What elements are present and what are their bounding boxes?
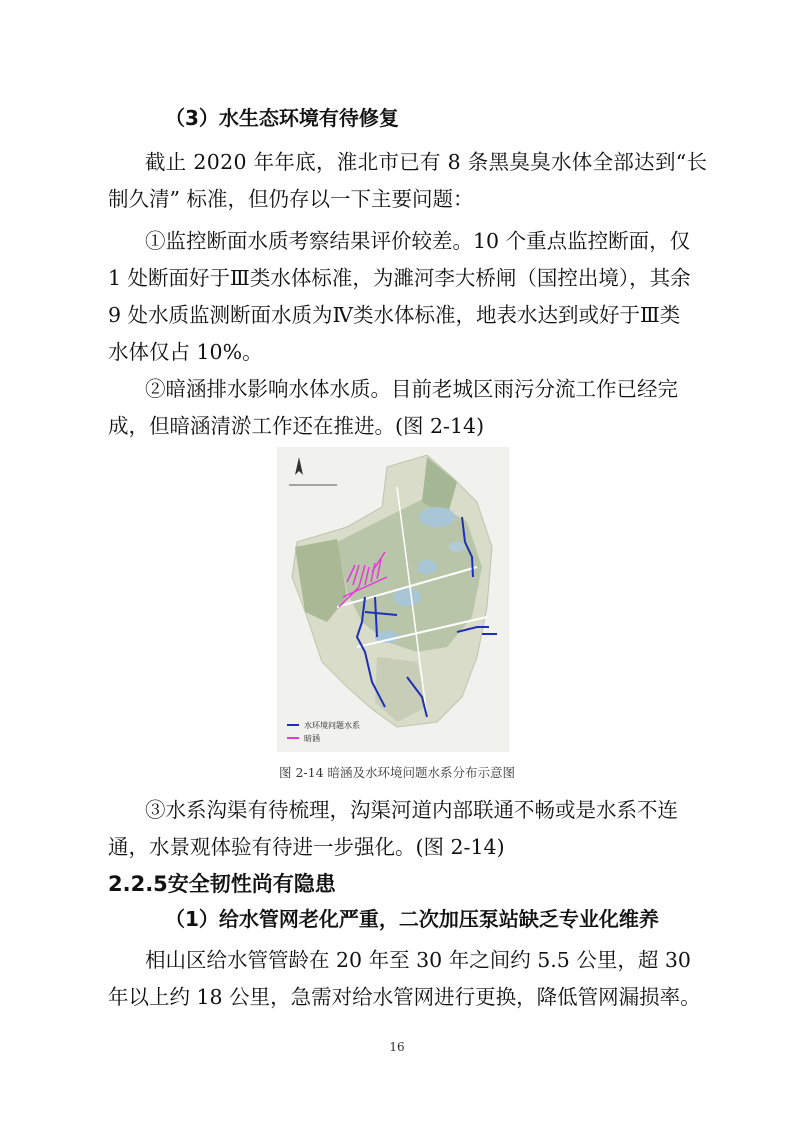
water-system-map-figure [277, 447, 509, 752]
paragraph-line: ①监控断面水质考察结果评价较差。10 个重点监控断面，仅 [145, 229, 691, 253]
lake [419, 507, 455, 527]
paragraph-line: ③水系沟渠有待梳理，沟渠河道内部联通不畅或是水系不连 [145, 798, 678, 822]
paragraph-line: 9 处水质监测断面水质为Ⅳ类水体标准，地表水达到或好于Ⅲ类 [108, 303, 681, 327]
subsection-heading-water-pipes: （1）给水管网老化严重，二次加压泵站缺乏专业化维养 [165, 907, 659, 931]
page-number: 16 [389, 1040, 405, 1054]
section-heading-safety: 2.2.5安全韧性尚有隐患 [108, 872, 336, 896]
paragraph-line: 截止 2020 年年底，淮北市已有 8 条黑臭臭水体全部达到“长 [145, 150, 708, 174]
lake [417, 560, 437, 574]
paragraph-line: 制久清” 标准，但仍存以一下主要问题： [108, 187, 474, 211]
paragraph-line: 1 处断面好于Ⅲ类水体标准，为濉河李大桥闸（国控出境），其余 [108, 266, 691, 290]
legend-blue-label: 水环境问题水系 [304, 721, 360, 730]
section-heading-water-ecology: （3）水生态环境有待修复 [165, 106, 399, 130]
lake [449, 542, 465, 552]
paragraph-line: 水体仅占 10%。 [108, 340, 263, 364]
paragraph-line: 通，水景观体验有待进一步强化。(图 2-14) [108, 835, 505, 859]
figure-caption: 图 2-14 暗涵及水环境问题水系分布示意图 [278, 765, 516, 780]
legend-pink-label: 暗涵 [304, 734, 320, 743]
paragraph-line: 成，但暗涵清淤工作还在推进。(图 2-14) [108, 414, 485, 438]
paragraph-line: 年以上约 18 公里，急需对给水管网进行更换，降低管网漏损率。 [108, 985, 701, 1009]
paragraph-line: 相山区给水管管龄在 20 年至 30 年之间约 5.5 公里，超 30 [145, 948, 691, 972]
paragraph-line: ②暗涵排水影响水体水质。目前老城区雨污分流工作已经完 [145, 377, 678, 401]
